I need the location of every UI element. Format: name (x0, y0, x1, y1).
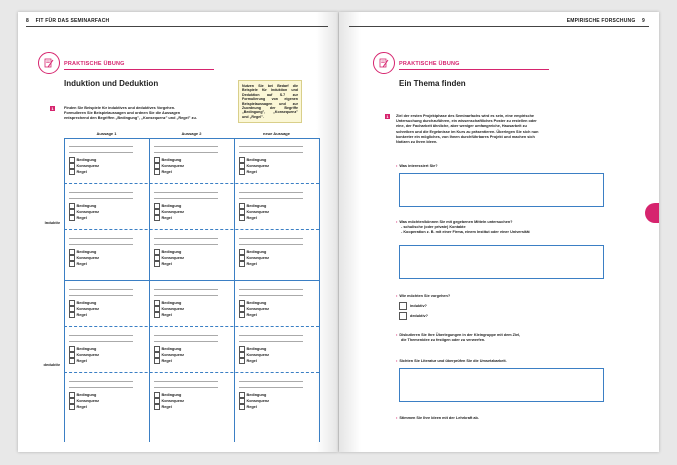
checkbox-label: Bedingung (246, 393, 267, 397)
checkbox-label: Bedingung (76, 301, 97, 305)
write-line (154, 146, 218, 147)
checkbox-label: Konsequenz (161, 256, 185, 260)
table-cell[interactable] (154, 376, 218, 410)
checkbox[interactable] (69, 392, 75, 398)
exercise-label: PRAKTISCHE ÜBUNG (64, 61, 125, 67)
instruction-text: Stimmen Sie Ihre Ideen mit der Lehrkraft ab. (399, 416, 479, 420)
checkbox-option[interactable] (239, 404, 303, 410)
answer-box-interests[interactable] (399, 173, 604, 207)
checkbox[interactable] (239, 306, 245, 312)
header-title: EMPIRISCHE FORSCHUNG (566, 18, 636, 24)
checkbox-option[interactable] (239, 358, 303, 364)
checkbox[interactable] (69, 215, 75, 221)
checkbox[interactable] (154, 203, 160, 209)
checkbox-label: Regel (161, 170, 172, 174)
checkbox-label: Regel (246, 170, 257, 174)
checkbox[interactable] (154, 312, 160, 318)
row-divider (64, 183, 319, 184)
header-title: FIT FÜR DAS SEMINARFACH (35, 18, 110, 24)
checkbox-label: Bedingung (76, 393, 97, 397)
task-text (64, 106, 234, 122)
instruction-discuss: • Diskutieren Sie Ihre Überlegungen in der Kleingruppe mit dem Ziel, die Themenidee zu festigen oder zu verwerfen. (396, 333, 611, 343)
checkbox-label: Konsequenz (246, 256, 270, 260)
checkbox[interactable] (69, 163, 75, 169)
instruction-text: Sichten Sie Literatur und überprüfen Sie die Umsetzbarkeit. (399, 359, 507, 363)
checkbox[interactable] (154, 163, 160, 169)
checkbox-label: Regel (76, 216, 87, 220)
checkbox-option[interactable] (239, 215, 303, 221)
checkbox-option[interactable] (69, 404, 133, 410)
write-line (239, 335, 303, 336)
checkbox-label: Konsequenz (246, 164, 270, 168)
answer-box-means[interactable] (399, 245, 604, 279)
table-cell[interactable] (69, 187, 133, 221)
write-line (239, 381, 303, 382)
table-cell[interactable] (69, 330, 133, 364)
task-line: schreiben und die Ergebnisse im Kurs zu präsentieren. Überlegen Sie sich nun (396, 129, 539, 134)
list-item: - Kooperation z. B. mit einer Firma, einem Institut oder einer Universität (401, 230, 530, 234)
checkbox[interactable] (239, 169, 245, 175)
checkbox-label: Konsequenz (246, 307, 270, 311)
checkbox[interactable] (239, 404, 245, 410)
exercise-rule (64, 69, 214, 70)
checkbox[interactable] (69, 398, 75, 404)
running-header (567, 18, 645, 24)
checkbox[interactable] (239, 249, 245, 255)
checkbox-label: Regel (76, 359, 87, 363)
exercise-icon (38, 52, 60, 74)
task-line: Ziel der ersten Projektphase des Seminarfachs wird es sein, eine empirische (396, 114, 535, 118)
task-line: Finden Sie Beispiele für induktives und deduktives Vorgehen. (64, 106, 176, 110)
table-cell[interactable] (154, 187, 218, 221)
row-divider (64, 326, 319, 327)
checkbox-label: Bedingung (161, 347, 182, 351)
write-line (154, 341, 218, 342)
checkbox[interactable] (399, 302, 407, 310)
instruction-text: die Themenidee zu festigen oder zu verwerfen. (401, 338, 486, 342)
checkbox[interactable] (69, 300, 75, 306)
table-cell[interactable] (154, 330, 218, 364)
checkbox[interactable] (69, 169, 75, 175)
checkbox-label: Regel (246, 359, 257, 363)
checkbox[interactable] (239, 398, 245, 404)
write-line (154, 244, 218, 245)
checkbox-option[interactable] (239, 312, 303, 318)
checkbox-label: Konsequenz (161, 353, 185, 357)
page-number: 8 (26, 18, 29, 24)
checkbox-option[interactable] (154, 215, 218, 221)
write-line (69, 152, 133, 153)
table-cell[interactable] (239, 187, 303, 221)
checkbox-label: Konsequenz (76, 353, 100, 357)
checkbox-label: Regel (246, 313, 257, 317)
column-header: neue Aussage (234, 129, 319, 139)
checkbox-label: Konsequenz (76, 164, 100, 168)
checkbox-label: Bedingung (161, 393, 182, 397)
checkbox[interactable] (154, 261, 160, 267)
write-line (154, 192, 218, 193)
page-title: Ein Thema finden (399, 79, 466, 88)
write-line (239, 341, 303, 342)
checkbox-label: Konsequenz (76, 307, 100, 311)
question-text: Was interessiert Sie? (399, 164, 438, 168)
checkbox[interactable] (239, 261, 245, 267)
checkbox-label: Konsequenz (76, 210, 100, 214)
checkbox[interactable] (69, 352, 75, 358)
checkbox[interactable] (239, 392, 245, 398)
checkbox[interactable] (69, 209, 75, 215)
checkbox-label: Bedingung (76, 347, 97, 351)
checkbox[interactable] (239, 163, 245, 169)
row-label-induktiv: Induktiv (44, 220, 60, 225)
checkbox[interactable] (154, 249, 160, 255)
page-number: 9 (642, 18, 645, 24)
task-line: eine, der Facharbeit ähnliche, aber weniger umfangreiche, Hausarbeit zu (396, 124, 527, 129)
checkbox[interactable] (154, 346, 160, 352)
checkbox-option[interactable] (69, 169, 133, 175)
question-text: Wie möchten Sie vorgehen? (399, 294, 451, 298)
instruction-literature: • Sichten Sie Literatur und überprüfen Sie die Umsetzbarkeit. (396, 359, 507, 363)
checkbox[interactable] (69, 358, 75, 364)
checkbox[interactable] (239, 157, 245, 163)
gutter-shadow (339, 12, 361, 452)
checkbox-label: Bedingung (161, 301, 182, 305)
write-line (69, 295, 133, 296)
checkbox[interactable] (69, 261, 75, 267)
checkbox[interactable] (154, 215, 160, 221)
checkbox-label: Regel (76, 170, 87, 174)
column-header: Aussage 1 (64, 129, 149, 139)
row-divider (64, 372, 319, 373)
checkbox[interactable] (69, 249, 75, 255)
checkbox[interactable] (69, 312, 75, 318)
checkbox-label: Bedingung (161, 250, 182, 254)
checkbox-label: Konsequenz (161, 307, 185, 311)
checkbox-option[interactable] (69, 358, 133, 364)
row-divider (64, 229, 319, 230)
checkbox-label: Bedingung (76, 158, 97, 162)
write-line (154, 335, 218, 336)
instruction-text: Diskutieren Sie Ihre Überlegungen in der Kleingruppe mit dem Ziel, (399, 333, 521, 337)
write-line (239, 387, 303, 388)
checkbox-label: Regel (76, 262, 87, 266)
checkbox[interactable] (154, 209, 160, 215)
checkbox-option[interactable] (239, 261, 303, 267)
checkbox-option[interactable] (154, 358, 218, 364)
option-label: deduktiv? (410, 314, 428, 318)
checkbox[interactable] (239, 215, 245, 221)
write-line (69, 335, 133, 336)
checkbox-label: Regel (161, 313, 172, 317)
checkbox-option[interactable] (154, 261, 218, 267)
write-line (239, 146, 303, 147)
write-line (69, 146, 133, 147)
checkbox[interactable] (154, 300, 160, 306)
table-cell[interactable] (239, 233, 303, 267)
checkbox[interactable] (239, 300, 245, 306)
checkbox-label: Konsequenz (246, 210, 270, 214)
checkbox-label: Konsequenz (161, 164, 185, 168)
question-interests: • Was interessiert Sie? (396, 164, 438, 168)
question-text: Was möchten/können Sie mit gegebenen Mitteln untersuchen? (399, 220, 513, 224)
task-number: 1 (386, 114, 389, 119)
checkbox[interactable] (239, 203, 245, 209)
table-cell[interactable] (239, 376, 303, 410)
task-line: entsprechend den Begriffen „Bedingung", „Konsequenz" und „Regel" zu. (64, 116, 197, 121)
checkbox[interactable] (69, 346, 75, 352)
checkbox-option[interactable] (154, 312, 218, 318)
table-cell[interactable] (69, 376, 133, 410)
task-line: Notizen zu Ihren Ideen. (396, 140, 438, 145)
checkbox[interactable] (239, 209, 245, 215)
page-title: Induktion und Deduktion (64, 79, 159, 88)
hint-note: Nutzen Sie bei Bedarf die Beispiele für Induktion und Deduktion auf S.7 zur Formulierung von eigenen Beispielaussagen und zur Zuordnung der Begriffe „Bedingung", „Konsequenz" und „Regel". (238, 80, 302, 123)
column-header: Aussage 2 (149, 129, 234, 139)
checkbox[interactable] (69, 203, 75, 209)
checkbox-label: Bedingung (246, 204, 267, 208)
question-approach: • Wie möchten Sie vorgehen? (396, 294, 451, 298)
write-line (154, 289, 218, 290)
table-cell[interactable] (239, 284, 303, 318)
checkbox-label: Bedingung (76, 250, 97, 254)
checkbox[interactable] (239, 352, 245, 358)
option-deduktiv[interactable] (399, 312, 428, 320)
checkbox-label: Bedingung (246, 347, 267, 351)
checkbox-label: Bedingung (161, 158, 182, 162)
answer-box-literature[interactable] (399, 368, 604, 402)
checkbox[interactable] (69, 404, 75, 410)
task-line: Untersuchung durchzuführen, ein wissenschaftliches Poster zu erstellen oder (396, 119, 537, 124)
table-cell[interactable] (154, 233, 218, 267)
checkbox-option[interactable] (239, 169, 303, 175)
left-page (18, 12, 338, 452)
question-means: • Was möchten/können Sie mit gegebenen Mitteln untersuchen? - schulische (oder private) Kontakte - Kooperation z. B. mit einer Firma, einem Institut oder einer Universität (396, 220, 611, 235)
checkbox[interactable] (154, 169, 160, 175)
write-line (154, 387, 218, 388)
checkbox[interactable] (69, 157, 75, 163)
write-line (239, 295, 303, 296)
option-label: induktiv? (410, 304, 427, 308)
checkbox-label: Regel (246, 405, 257, 409)
row-divider (64, 280, 319, 281)
write-line (239, 198, 303, 199)
checkbox-label: Bedingung (161, 204, 182, 208)
column-divider (319, 138, 320, 442)
checkbox[interactable] (154, 306, 160, 312)
write-line (239, 289, 303, 290)
table-cell[interactable] (154, 284, 218, 318)
exercise-label: PRAKTISCHE ÜBUNG (399, 61, 460, 67)
exercise-rule (399, 69, 549, 70)
checkbox[interactable] (154, 255, 160, 261)
write-line (69, 244, 133, 245)
checkbox[interactable] (154, 392, 160, 398)
table-cell[interactable] (69, 141, 133, 175)
table-cell[interactable] (154, 141, 218, 175)
checkbox-label: Konsequenz (76, 256, 100, 260)
option-induktiv[interactable] (399, 302, 427, 310)
checkbox[interactable] (239, 312, 245, 318)
checkbox-label: Regel (161, 405, 172, 409)
table-cell[interactable] (69, 284, 133, 318)
checkbox-option[interactable] (69, 312, 133, 318)
checkbox-label: Bedingung (246, 250, 267, 254)
checkbox-label: Konsequenz (161, 399, 185, 403)
table-cell[interactable] (239, 330, 303, 364)
write-line (69, 387, 133, 388)
checkbox-label: Bedingung (76, 204, 97, 208)
write-line (154, 238, 218, 239)
exercise-icon (373, 52, 395, 74)
checkbox[interactable] (154, 404, 160, 410)
checkbox-option[interactable] (69, 261, 133, 267)
checkbox-option[interactable] (69, 215, 133, 221)
checkbox[interactable] (239, 358, 245, 364)
checkbox[interactable] (239, 255, 245, 261)
write-line (239, 244, 303, 245)
list-item: - schulische (oder private) Kontakte (401, 225, 466, 229)
right-page (339, 12, 659, 452)
running-header (26, 18, 109, 24)
write-line (154, 381, 218, 382)
write-line (69, 238, 133, 239)
checkbox-label: Konsequenz (76, 399, 100, 403)
checkbox-label: Regel (76, 313, 87, 317)
write-line (69, 289, 133, 290)
checkbox-label: Konsequenz (246, 399, 270, 403)
task-text (396, 114, 601, 145)
checkbox-label: Regel (161, 216, 172, 220)
write-line (69, 192, 133, 193)
checkbox[interactable] (69, 306, 75, 312)
row-label-deduktiv: deduktiv (43, 362, 60, 367)
checkbox[interactable] (399, 312, 407, 320)
checkbox-label: Konsequenz (246, 353, 270, 357)
worksheet-table (43, 129, 319, 442)
write-line (69, 381, 133, 382)
write-line (69, 198, 133, 199)
checkbox-label: Regel (161, 262, 172, 266)
write-line (154, 152, 218, 153)
checkbox[interactable] (154, 157, 160, 163)
write-line (154, 198, 218, 199)
checkbox[interactable] (154, 352, 160, 358)
checkbox-label: Regel (161, 359, 172, 363)
write-line (239, 192, 303, 193)
task-line: konkreter ein mögliches, von Ihnen durchführbares Projekt und machen sich (396, 134, 535, 139)
write-line (239, 238, 303, 239)
task-line: Formulieren Sie Beispielaussagen und ordnen Sie die Aussagen (64, 111, 181, 116)
checkbox-label: Bedingung (246, 158, 267, 162)
table-cell[interactable] (239, 141, 303, 175)
checkbox-label: Regel (76, 405, 87, 409)
instruction-teacher: • Stimmen Sie Ihre Ideen mit der Lehrkraft ab. (396, 416, 479, 420)
chapter-tab (645, 203, 659, 223)
checkbox-label: Bedingung (246, 301, 267, 305)
header-rule (26, 26, 328, 27)
table-cell[interactable] (69, 233, 133, 267)
write-line (69, 341, 133, 342)
checkbox-label: Regel (246, 262, 257, 266)
checkbox[interactable] (239, 346, 245, 352)
checkbox[interactable] (154, 358, 160, 364)
header-rule (349, 26, 649, 27)
checkbox[interactable] (154, 398, 160, 404)
checkbox-option[interactable] (154, 404, 218, 410)
checkbox[interactable] (69, 255, 75, 261)
write-line (154, 295, 218, 296)
checkbox-label: Regel (246, 216, 257, 220)
write-line (239, 152, 303, 153)
checkbox-option[interactable] (154, 169, 218, 175)
task-number: 1 (51, 106, 54, 111)
checkbox-label: Konsequenz (161, 210, 185, 214)
